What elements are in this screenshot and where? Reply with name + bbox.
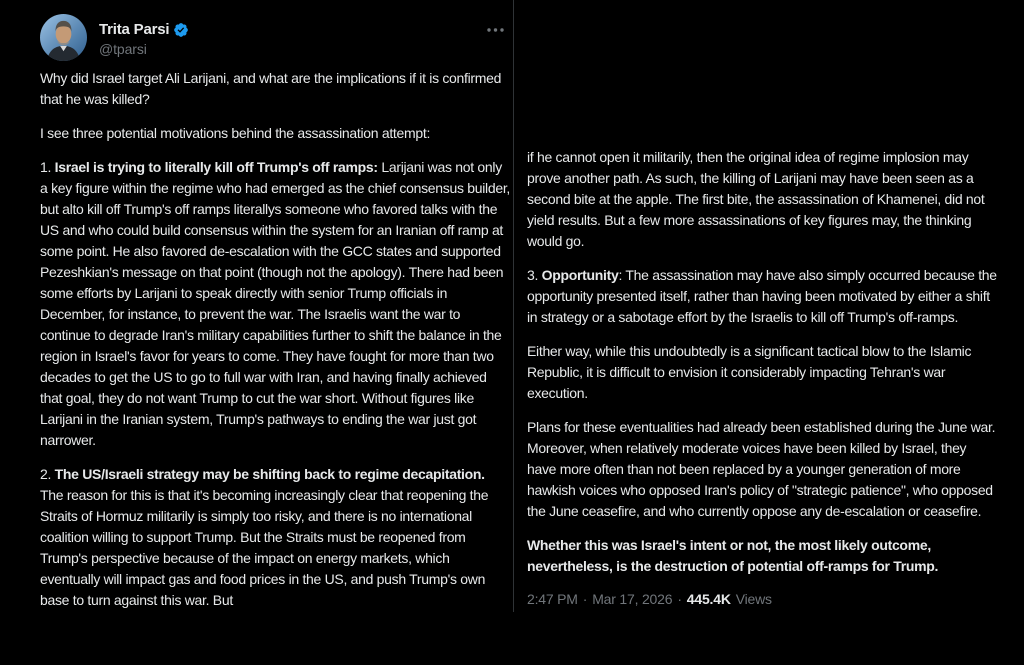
tweet-text-segment: 1. bbox=[40, 159, 55, 175]
post-time: 2:47 PM bbox=[527, 591, 578, 607]
tweet-text-left bbox=[40, 68, 510, 611]
tweet-paragraph bbox=[40, 123, 510, 144]
name-row[interactable] bbox=[99, 20, 510, 39]
tweet-paragraph bbox=[527, 147, 997, 252]
tweet-left-column bbox=[40, 14, 510, 611]
tweet-text-segment: Plans for these eventualities had already been established during the June war. Moreover, when relatively moderate voices have been killed by Israel, they have more often than not been replaced by a younger generation of more hawkish voices who opposed Iran's policy of "strategic patience", who opposed the June ceasefire, and who currently oppose any de-escalation or ceasefire. bbox=[527, 419, 996, 519]
tweet-paragraph bbox=[40, 157, 510, 451]
identity-block bbox=[99, 14, 510, 59]
column-divider bbox=[513, 0, 514, 612]
tweet-paragraph bbox=[527, 341, 997, 404]
tweet-paragraph bbox=[40, 464, 510, 611]
post-date: Mar 17, 2026 bbox=[592, 591, 673, 607]
display-name[interactable]: Trita Parsi bbox=[99, 21, 170, 38]
tweet-text-segment: : The assassination may have also simply occurred because the opportunity presented itself, rather than having been motivated by either a shift in strategy or a sabotage effort by the Israelis to kill off Trump's off-ramps. bbox=[527, 267, 997, 325]
tweet-text-bold-segment: The US/Israeli strategy may be shifting back to regime decapitation. bbox=[54, 466, 485, 482]
tweet-text-segment: The reason for this is that it's becoming increasingly clear that reopening the Straits of Hormuz militarily is simply too risky, and there is no international coalition willing to support Trump. But the Straits must be reopened from Trump's perspective because of the impact on energy markets, which eventually will impact gas and food prices in the US, and push Trump's own base to turn against this war. But bbox=[40, 487, 489, 608]
separator-dot: · bbox=[582, 591, 588, 607]
tweet-text-segment: Larijani was not only a key figure within the regime who had emerged as the chief consensus builder, but alto kill off Trump's off ramps literallys someone who favored talks with the US and who could build consensus within the system for an Iranian off ramp at some point. He also favored de-escalation with the GCC states and supported Pezeshkian's message on that point (though not the apology). There had been some efforts by Larijani to speak directly with senior Trump officials in December, for instance, to prevent the war. The Israelis want the war to continue to degrade Iran's military capabilities further to shift the balance in the region in Israel's favor for years to come. They have fought for more than two decades to get the US to go to full war with Iran, and having finally achieved that goal, they do not want Trump to cut the war short. Without figures like Larijani in the Iranian system, Trump's pathways to ending the war just got narrower. bbox=[40, 159, 510, 448]
avatar-person-icon bbox=[40, 14, 87, 61]
tweet-paragraph bbox=[527, 417, 997, 522]
tweet-text-bold-segment: Whether this was Israel's intent or not, the most likely outcome, nevertheless, is the destruction of potential off-ramps for Trump. bbox=[527, 537, 939, 574]
more-horizontal-icon bbox=[487, 28, 504, 32]
tweet-text-bold-segment: Israel is trying to literally kill off Trump's off ramps: bbox=[54, 159, 378, 175]
tweet-text-segment: 2. bbox=[40, 466, 55, 482]
tweet-paragraph bbox=[40, 68, 510, 110]
views-label: Views bbox=[735, 591, 772, 607]
timestamp-row bbox=[527, 591, 997, 607]
avatar[interactable] bbox=[40, 14, 87, 61]
tweet-text-segment: I see three potential motivations behind the assassination attempt: bbox=[40, 125, 431, 141]
tweet-text-segment: if he cannot open it militarily, then the original idea of regime implosion may prove another path. As such, the killing of Larijani may have been seen as a second bite at the apple. The first bite, the assassination of Khamenei, did not yield results. But a few more assassinations of key figures may, the thinking would go. bbox=[527, 149, 985, 249]
tweet-text-bold-segment: Opportunity bbox=[541, 267, 619, 283]
tweet-right-column bbox=[527, 147, 997, 607]
separator-dot: · bbox=[677, 591, 682, 607]
tweet-text-segment: Either way, while this undoubtedly is a significant tactical blow to the Islamic Republic, it is difficult to envision it considerably impacting Tehran's war execution. bbox=[527, 343, 972, 401]
tweet-text-segment: 3. bbox=[527, 267, 542, 283]
tweet-paragraph bbox=[527, 535, 997, 577]
post-header bbox=[40, 14, 510, 62]
tweet-text-right bbox=[527, 147, 997, 577]
tweet-text-segment: Why did Israel target Ali Larijani, and what are the implications if it is confirmed that he was killed? bbox=[40, 70, 502, 107]
verified-badge-icon bbox=[173, 22, 189, 38]
user-handle[interactable]: @tparsi bbox=[99, 41, 147, 57]
more-button[interactable] bbox=[483, 24, 508, 36]
tweet-paragraph bbox=[527, 265, 997, 328]
views-count: 445.4K bbox=[686, 591, 731, 607]
